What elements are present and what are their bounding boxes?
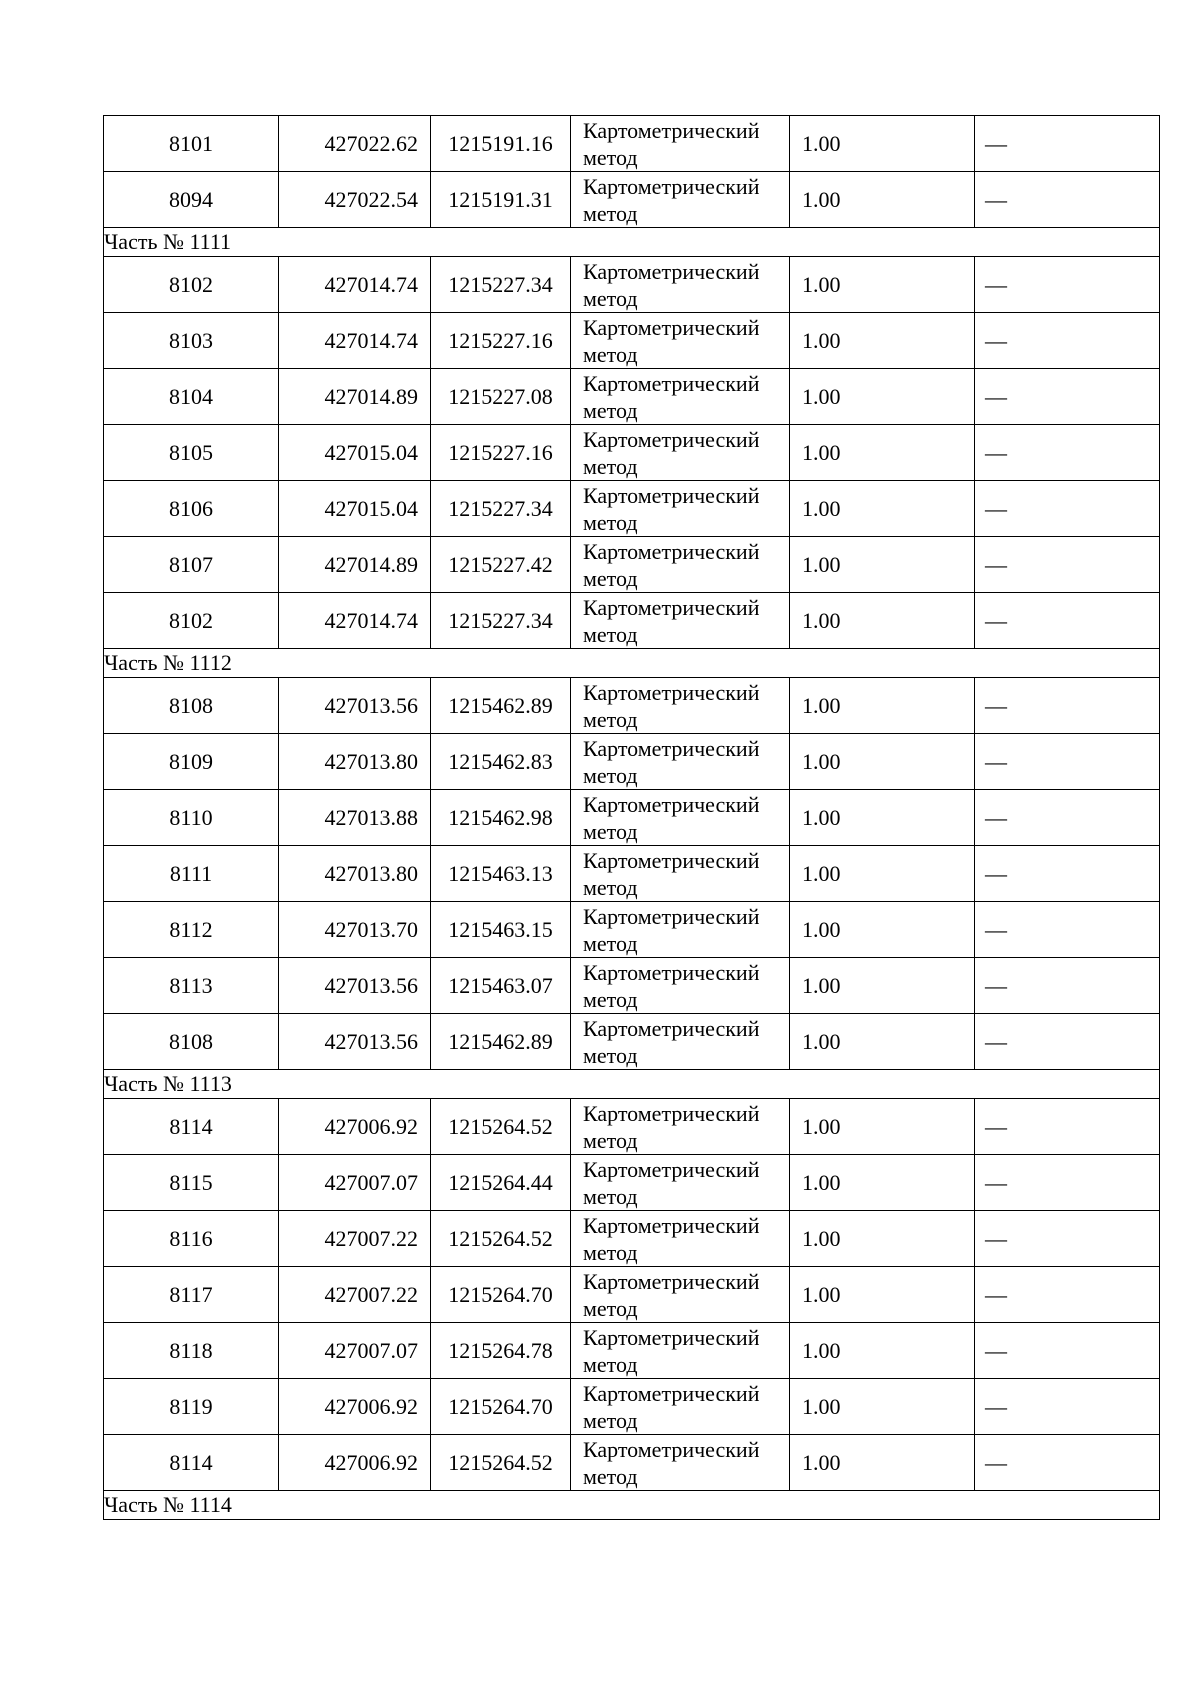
description-cell [975, 1323, 1160, 1379]
description-cell [975, 678, 1160, 734]
method-line-1: Картометрический [583, 959, 760, 985]
method-line-1: Картометрический [583, 314, 760, 340]
method-line-1: Картометрический [583, 847, 760, 873]
point-row [104, 678, 1160, 734]
dash-value: — [985, 1113, 1007, 1139]
method-line-1: Картометрический [583, 482, 760, 508]
accuracy-cell: 1.00 [790, 1323, 975, 1379]
point-number-cell: 8107 [104, 537, 279, 593]
dash-value: — [985, 383, 1007, 409]
method-cell [571, 1267, 790, 1323]
method-line-2: метод [583, 1407, 638, 1433]
method-line-1: Картометрический [583, 594, 760, 620]
accuracy-cell: 1.00 [790, 1155, 975, 1211]
method-line-2: метод [583, 1351, 638, 1377]
method-line-2: метод [583, 930, 638, 956]
x-coordinate-cell: 427022.54 [279, 172, 431, 228]
accuracy-cell: 1.00 [790, 846, 975, 902]
y-coordinate-cell: 1215227.08 [431, 369, 571, 425]
x-coordinate-cell: 427014.74 [279, 257, 431, 313]
method-line-1: Картометрический [583, 1436, 760, 1462]
method-cell [571, 902, 790, 958]
description-cell [975, 537, 1160, 593]
y-coordinate-cell: 1215462.83 [431, 734, 571, 790]
y-coordinate-cell: 1215462.89 [431, 1014, 571, 1070]
description-cell [975, 1435, 1160, 1491]
point-row [104, 1211, 1160, 1267]
method-cell [571, 257, 790, 313]
part-header-row [104, 1070, 1160, 1099]
point-row [104, 369, 1160, 425]
x-coordinate-cell: 427007.07 [279, 1323, 431, 1379]
description-cell [975, 481, 1160, 537]
method-line-1: Картометрический [583, 1268, 760, 1294]
method-line-2: метод [583, 818, 638, 844]
point-row [104, 1267, 1160, 1323]
description-cell [975, 734, 1160, 790]
method-cell [571, 369, 790, 425]
method-line-1: Картометрический [583, 117, 760, 143]
method-cell [571, 678, 790, 734]
y-coordinate-cell: 1215191.16 [431, 116, 571, 172]
x-coordinate-cell: 427006.92 [279, 1435, 431, 1491]
description-cell [975, 313, 1160, 369]
point-row [104, 902, 1160, 958]
point-number-cell: 8109 [104, 734, 279, 790]
description-cell [975, 1155, 1160, 1211]
point-number-cell: 8110 [104, 790, 279, 846]
description-cell [975, 172, 1160, 228]
method-line-2: метод [583, 706, 638, 732]
method-line-2: метод [583, 200, 638, 226]
point-row [104, 1099, 1160, 1155]
method-line-2: метод [583, 509, 638, 535]
accuracy-cell: 1.00 [790, 257, 975, 313]
method-line-2: метод [583, 1042, 638, 1068]
accuracy-cell: 1.00 [790, 958, 975, 1014]
method-cell [571, 425, 790, 481]
dash-value: — [985, 607, 1007, 633]
dash-value: — [985, 271, 1007, 297]
dash-value: — [985, 916, 1007, 942]
accuracy-cell: 1.00 [790, 734, 975, 790]
y-coordinate-cell: 1215227.34 [431, 257, 571, 313]
coordinates-table [103, 115, 1160, 1520]
x-coordinate-cell: 427013.80 [279, 846, 431, 902]
dash-value: — [985, 804, 1007, 830]
part-header-row [104, 1491, 1160, 1520]
description-cell [975, 257, 1160, 313]
method-cell [571, 846, 790, 902]
point-row [104, 172, 1160, 228]
y-coordinate-cell: 1215227.34 [431, 593, 571, 649]
accuracy-cell: 1.00 [790, 172, 975, 228]
dash-value: — [985, 495, 1007, 521]
method-cell [571, 1155, 790, 1211]
accuracy-cell: 1.00 [790, 1014, 975, 1070]
x-coordinate-cell: 427013.80 [279, 734, 431, 790]
point-row [104, 1379, 1160, 1435]
method-line-1: Картометрический [583, 1212, 760, 1238]
dash-value: — [985, 551, 1007, 577]
point-row [104, 537, 1160, 593]
method-cell [571, 116, 790, 172]
method-line-1: Картометрический [583, 1015, 760, 1041]
x-coordinate-cell: 427007.22 [279, 1267, 431, 1323]
description-cell [975, 902, 1160, 958]
method-line-1: Картометрический [583, 735, 760, 761]
method-line-1: Картометрический [583, 791, 760, 817]
y-coordinate-cell: 1215463.13 [431, 846, 571, 902]
y-coordinate-cell: 1215227.42 [431, 537, 571, 593]
x-coordinate-cell: 427007.07 [279, 1155, 431, 1211]
point-number-cell: 8115 [104, 1155, 279, 1211]
method-line-1: Картометрический [583, 1380, 760, 1406]
point-row [104, 116, 1160, 172]
y-coordinate-cell: 1215227.16 [431, 313, 571, 369]
point-row [104, 846, 1160, 902]
method-cell [571, 313, 790, 369]
method-line-1: Картометрический [583, 1324, 760, 1350]
method-line-2: метод [583, 762, 638, 788]
point-row [104, 790, 1160, 846]
point-number-cell: 8102 [104, 593, 279, 649]
x-coordinate-cell: 427007.22 [279, 1211, 431, 1267]
point-row [104, 1323, 1160, 1379]
accuracy-cell: 1.00 [790, 593, 975, 649]
method-cell [571, 537, 790, 593]
method-cell [571, 1379, 790, 1435]
method-line-1: Картометрический [583, 426, 760, 452]
y-coordinate-cell: 1215227.34 [431, 481, 571, 537]
dash-value: — [985, 748, 1007, 774]
y-coordinate-cell: 1215264.52 [431, 1211, 571, 1267]
method-line-2: метод [583, 285, 638, 311]
point-number-cell: 8114 [104, 1099, 279, 1155]
dash-value: — [985, 1449, 1007, 1475]
method-cell [571, 958, 790, 1014]
dash-value: — [985, 439, 1007, 465]
method-line-1: Картометрический [583, 679, 760, 705]
description-cell [975, 958, 1160, 1014]
x-coordinate-cell: 427015.04 [279, 425, 431, 481]
point-row [104, 1014, 1160, 1070]
point-number-cell: 8116 [104, 1211, 279, 1267]
method-line-1: Картометрический [583, 538, 760, 564]
point-number-cell: 8101 [104, 116, 279, 172]
x-coordinate-cell: 427006.92 [279, 1099, 431, 1155]
point-number-cell: 8106 [104, 481, 279, 537]
method-line-2: метод [583, 1295, 638, 1321]
accuracy-cell: 1.00 [790, 1099, 975, 1155]
point-row [104, 958, 1160, 1014]
method-line-2: метод [583, 144, 638, 170]
method-cell [571, 593, 790, 649]
point-number-cell: 8114 [104, 1435, 279, 1491]
accuracy-cell: 1.00 [790, 369, 975, 425]
part-header-row [104, 649, 1160, 678]
accuracy-cell: 1.00 [790, 1211, 975, 1267]
point-number-cell: 8108 [104, 1014, 279, 1070]
accuracy-cell: 1.00 [790, 313, 975, 369]
method-cell [571, 172, 790, 228]
dash-value: — [985, 1393, 1007, 1419]
method-line-2: метод [583, 565, 638, 591]
dash-value: — [985, 692, 1007, 718]
part-label: Часть № 1112 [104, 649, 1160, 678]
y-coordinate-cell: 1215462.89 [431, 678, 571, 734]
dash-value: — [985, 1169, 1007, 1195]
point-number-cell: 8105 [104, 425, 279, 481]
dash-value: — [985, 1225, 1007, 1251]
y-coordinate-cell: 1215264.44 [431, 1155, 571, 1211]
point-number-cell: 8118 [104, 1323, 279, 1379]
x-coordinate-cell: 427014.89 [279, 369, 431, 425]
y-coordinate-cell: 1215227.16 [431, 425, 571, 481]
x-coordinate-cell: 427013.56 [279, 958, 431, 1014]
dash-value: — [985, 972, 1007, 998]
y-coordinate-cell: 1215191.31 [431, 172, 571, 228]
part-label: Часть № 1113 [104, 1070, 1160, 1099]
point-number-cell: 8108 [104, 678, 279, 734]
dash-value: — [985, 860, 1007, 886]
description-cell [975, 116, 1160, 172]
method-line-2: метод [583, 341, 638, 367]
description-cell [975, 1099, 1160, 1155]
description-cell [975, 846, 1160, 902]
x-coordinate-cell: 427013.70 [279, 902, 431, 958]
x-coordinate-cell: 427013.88 [279, 790, 431, 846]
description-cell [975, 1211, 1160, 1267]
method-cell [571, 1323, 790, 1379]
description-cell [975, 1379, 1160, 1435]
method-cell [571, 1099, 790, 1155]
x-coordinate-cell: 427015.04 [279, 481, 431, 537]
dash-value: — [985, 327, 1007, 353]
point-number-cell: 8104 [104, 369, 279, 425]
accuracy-cell: 1.00 [790, 1435, 975, 1491]
method-line-2: метод [583, 1183, 638, 1209]
accuracy-cell: 1.00 [790, 481, 975, 537]
method-cell [571, 1014, 790, 1070]
part-label: Часть № 1114 [104, 1491, 1160, 1520]
method-line-2: метод [583, 453, 638, 479]
accuracy-cell: 1.00 [790, 678, 975, 734]
point-row [104, 1435, 1160, 1491]
point-row [104, 734, 1160, 790]
description-cell [975, 425, 1160, 481]
y-coordinate-cell: 1215264.78 [431, 1323, 571, 1379]
x-coordinate-cell: 427022.62 [279, 116, 431, 172]
description-cell [975, 1014, 1160, 1070]
y-coordinate-cell: 1215462.98 [431, 790, 571, 846]
point-row [104, 257, 1160, 313]
point-number-cell: 8117 [104, 1267, 279, 1323]
point-number-cell: 8113 [104, 958, 279, 1014]
point-number-cell: 8094 [104, 172, 279, 228]
method-line-2: метод [583, 397, 638, 423]
point-row [104, 593, 1160, 649]
y-coordinate-cell: 1215264.70 [431, 1267, 571, 1323]
part-header-row [104, 228, 1160, 257]
dash-value: — [985, 1337, 1007, 1363]
description-cell [975, 369, 1160, 425]
method-line-1: Картометрический [583, 370, 760, 396]
method-cell [571, 734, 790, 790]
method-line-1: Картометрический [583, 903, 760, 929]
accuracy-cell: 1.00 [790, 790, 975, 846]
point-row [104, 481, 1160, 537]
dash-value: — [985, 186, 1007, 212]
point-row [104, 1155, 1160, 1211]
accuracy-cell: 1.00 [790, 425, 975, 481]
x-coordinate-cell: 427014.89 [279, 537, 431, 593]
method-cell [571, 1435, 790, 1491]
y-coordinate-cell: 1215463.07 [431, 958, 571, 1014]
part-label: Часть № 1111 [104, 228, 1160, 257]
point-row [104, 425, 1160, 481]
y-coordinate-cell: 1215264.52 [431, 1435, 571, 1491]
method-line-2: метод [583, 1127, 638, 1153]
point-number-cell: 8102 [104, 257, 279, 313]
method-line-1: Картометрический [583, 258, 760, 284]
x-coordinate-cell: 427014.74 [279, 313, 431, 369]
point-number-cell: 8112 [104, 902, 279, 958]
accuracy-cell: 1.00 [790, 1379, 975, 1435]
method-line-2: метод [583, 1239, 638, 1265]
method-line-1: Картометрический [583, 1156, 760, 1182]
method-cell [571, 481, 790, 537]
x-coordinate-cell: 427013.56 [279, 678, 431, 734]
y-coordinate-cell: 1215463.15 [431, 902, 571, 958]
point-number-cell: 8111 [104, 846, 279, 902]
accuracy-cell: 1.00 [790, 1267, 975, 1323]
description-cell [975, 593, 1160, 649]
method-line-2: метод [583, 986, 638, 1012]
method-line-1: Картометрический [583, 173, 760, 199]
dash-value: — [985, 130, 1007, 156]
dash-value: — [985, 1281, 1007, 1307]
point-number-cell: 8119 [104, 1379, 279, 1435]
description-cell [975, 790, 1160, 846]
x-coordinate-cell: 427013.56 [279, 1014, 431, 1070]
y-coordinate-cell: 1215264.52 [431, 1099, 571, 1155]
y-coordinate-cell: 1215264.70 [431, 1379, 571, 1435]
accuracy-cell: 1.00 [790, 537, 975, 593]
accuracy-cell: 1.00 [790, 902, 975, 958]
point-row [104, 313, 1160, 369]
x-coordinate-cell: 427014.74 [279, 593, 431, 649]
method-line-2: метод [583, 1463, 638, 1489]
method-cell [571, 1211, 790, 1267]
dash-value: — [985, 1028, 1007, 1054]
method-line-2: метод [583, 621, 638, 647]
description-cell [975, 1267, 1160, 1323]
method-line-1: Картометрический [583, 1100, 760, 1126]
point-number-cell: 8103 [104, 313, 279, 369]
coordinates-table-body [104, 116, 1160, 1520]
method-line-2: метод [583, 874, 638, 900]
x-coordinate-cell: 427006.92 [279, 1379, 431, 1435]
method-cell [571, 790, 790, 846]
accuracy-cell: 1.00 [790, 116, 975, 172]
